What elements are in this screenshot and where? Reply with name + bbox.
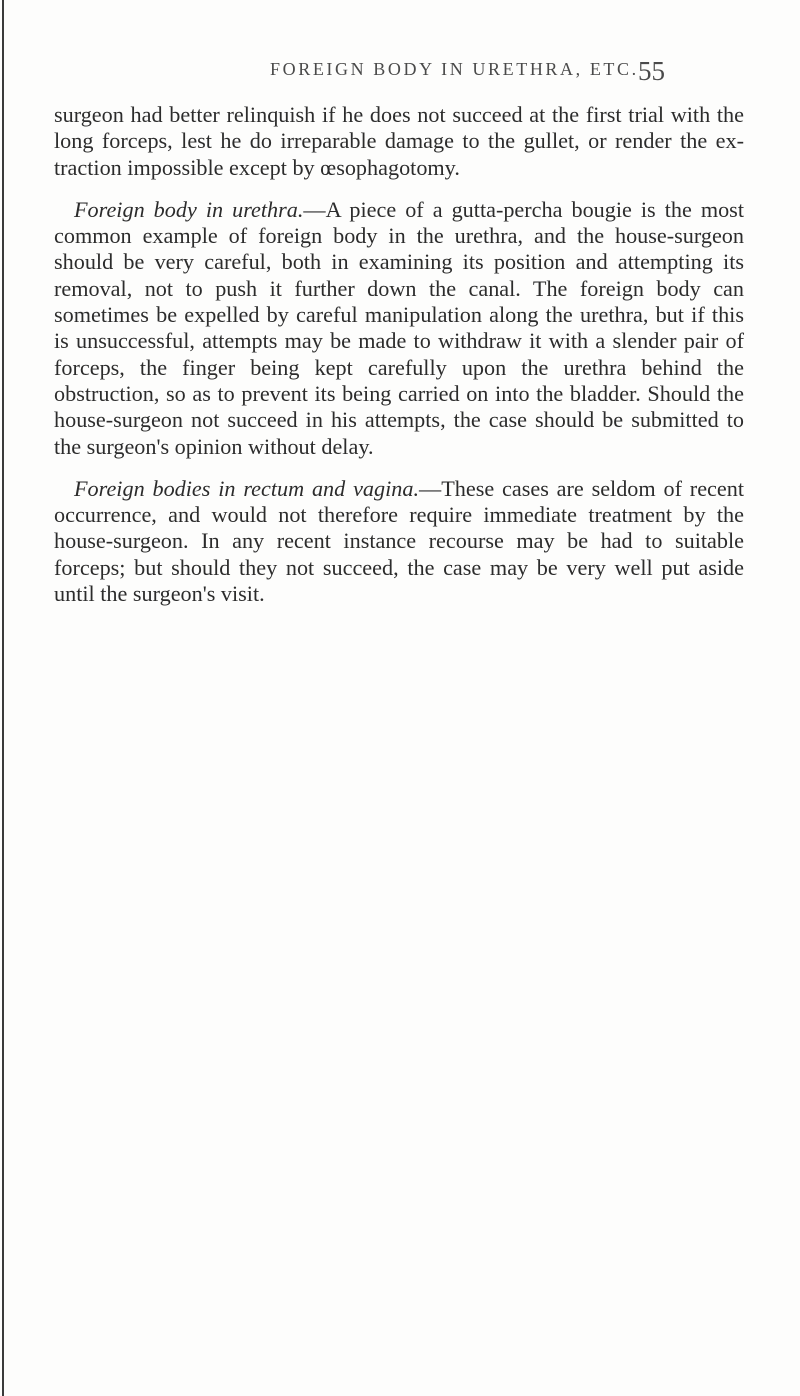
page-number: 55: [638, 56, 665, 86]
body-text: [54, 102, 744, 607]
paragraph-foreign-body-urethra: [54, 197, 744, 460]
paragraph-text: —These cases are seldom of recent occurrence, and would not therefore require immediate treatment by the house-surgeon. In any recent instance recourse may be had to suitable forceps; but should they not succeed, the case may be very well put aside until the surgeon's visit.: [54, 475, 744, 607]
paragraph-text: —A piece of a gutta-percha bougie is the most common example of foreign body in the urethra, and the house-surgeon should be very careful, both in examining its position and attempting its removal, not to push it further down the canal. The foreign body can sometimes be expelled by careful manipulation along the urethra, but if this is unsuccessful, attempts may be made to withdraw it with a slender pair of forceps, the finger being kept carefully upon the urethra behind the obstruction, so as to prevent its being carried on into the bladder. Should the house-surgeon not succeed in his attempts, the case should be submitted to the surgeon's opinion without delay.: [54, 196, 744, 459]
running-head: [270, 56, 670, 86]
section-title: Foreign body in urethra.: [74, 196, 304, 222]
paragraph-text: surgeon had better relinquish if he does not succeed at the first trial with the long forceps, lest he do irreparable damage to the gullet, or render the extraction impossible except by œsophagotomy.: [54, 102, 744, 180]
running-title: FOREIGN BODY IN URETHRA, ETC.: [270, 59, 639, 79]
page-edge-line: [2, 0, 4, 1396]
section-title: Foreign bodies in rectum and vagina.: [74, 475, 420, 501]
paragraph-continuation: [54, 102, 744, 181]
paragraph-foreign-bodies-rectum-vagina: [54, 476, 744, 607]
